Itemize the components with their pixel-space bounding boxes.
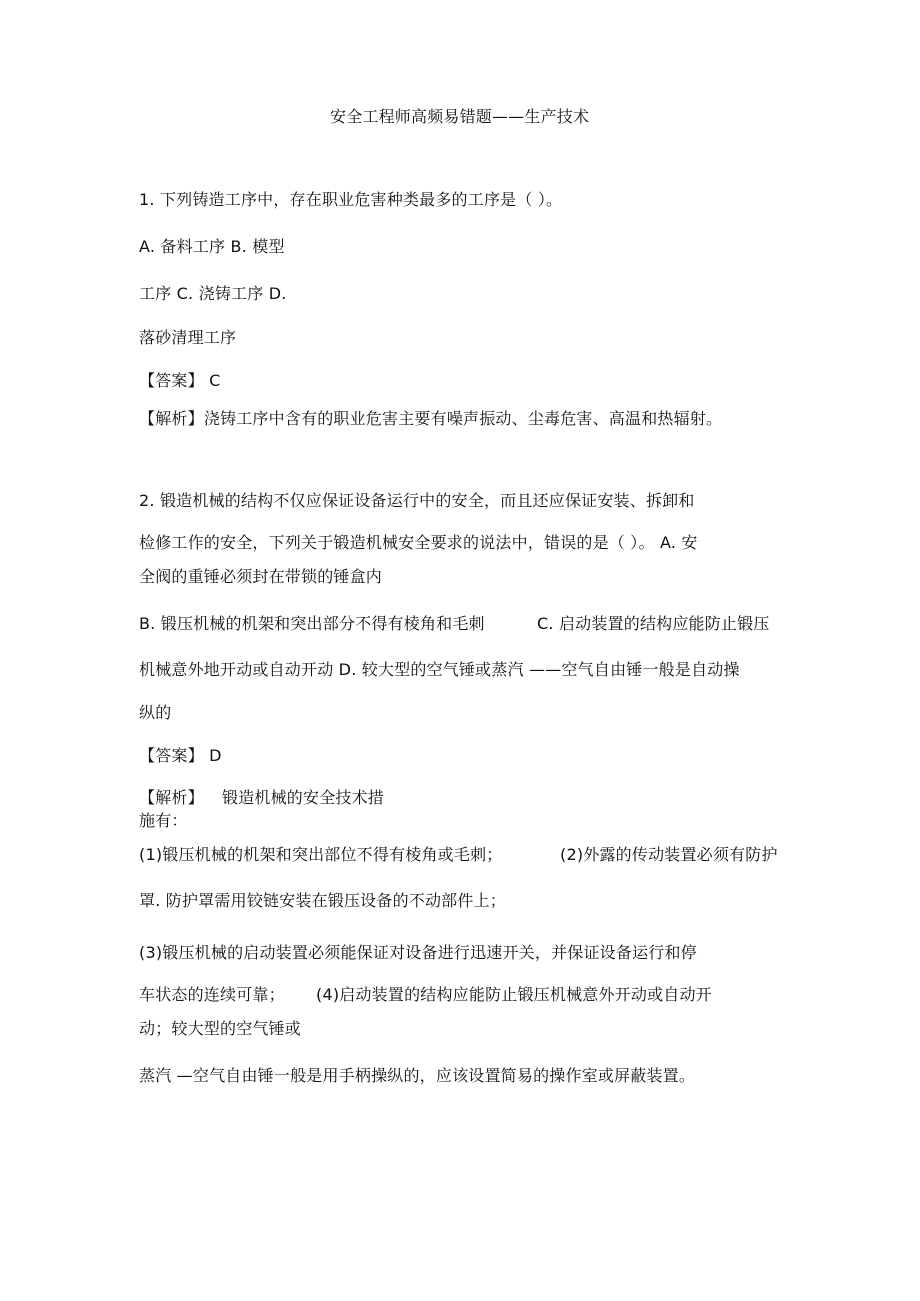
q2-analysis-label: 【解析】 <box>139 788 204 807</box>
page-title: 安全工程师高频易错题——生产技术 <box>330 107 590 126</box>
q2-point-4-mid: 动；较大型的空气锤或 <box>139 1019 302 1038</box>
q2-answer: 【答案】 D <box>139 746 222 765</box>
q2-point-1: (1)锻压机械的机架和突出部位不得有棱角或毛刺； <box>139 845 503 864</box>
q2-option-b: B. 锻压机械的机架和突出部分不得有棱角和毛刺 <box>139 614 485 633</box>
q2-point-2-head: (2)外露的传动装置必须有防护 <box>560 845 778 864</box>
q2-options-line6: 纵的 <box>139 703 172 722</box>
q1-answer: 【答案】 C <box>139 371 221 390</box>
q2-point-3-tail: 车状态的连续可靠； <box>139 985 285 1004</box>
q2-analysis-title: 锻造机械的安全技术措 <box>222 788 385 807</box>
q1-options-line1: A. 备料工序 B. 模型 <box>139 237 285 256</box>
q2-options-line5: 机械意外地开动或自动开动 D. 较大型的空气锤或蒸汽 ——空气自由锤一般是自动操 <box>139 660 740 679</box>
q2-point-2-tail: 罩. 防护罩需用铰链安装在锻压设备的不动部件上； <box>139 891 506 910</box>
q1-stem: 1. 下列铸造工序中，存在职业危害种类最多的工序是（ ）。 <box>139 190 563 209</box>
q2-point-4-head: (4)启动装置的结构应能防止锻压机械意外开动或自动开 <box>316 985 712 1004</box>
q2-point-3-head: (3)锻压机械的启动装置必须能保证对设备进行迅速开关，并保证设备运行和停 <box>139 943 697 962</box>
q2-point-4-tail: 蒸汽 —空气自由锤一般是用手柄操纵的，应该设置简易的操作室或屏蔽装置。 <box>139 1066 696 1085</box>
q2-option-c-head: C. 启动装置的结构应能防止锻压 <box>537 614 770 633</box>
q1-analysis: 【解析】浇铸工序中含有的职业危害主要有噪声振动、尘毒危害、高温和热辐射。 <box>139 409 723 428</box>
q1-options-line2: 工序 C. 浇铸工序 D. <box>139 284 287 303</box>
q2-stem-line3: 全阀的重锤必须封在带锁的锤盒内 <box>139 567 383 586</box>
q2-stem-line2: 检修工作的安全，下列关于锻造机械安全要求的说法中，错误的是（ ）。 A. 安 <box>139 533 698 552</box>
q1-options-line3: 落砂清理工序 <box>139 328 237 347</box>
q2-stem-line1: 2. 锻造机械的结构不仅应保证设备运行中的安全，而且还应保证安装、拆卸和 <box>139 491 695 510</box>
q2-analysis-cont: 施有： <box>139 811 188 830</box>
